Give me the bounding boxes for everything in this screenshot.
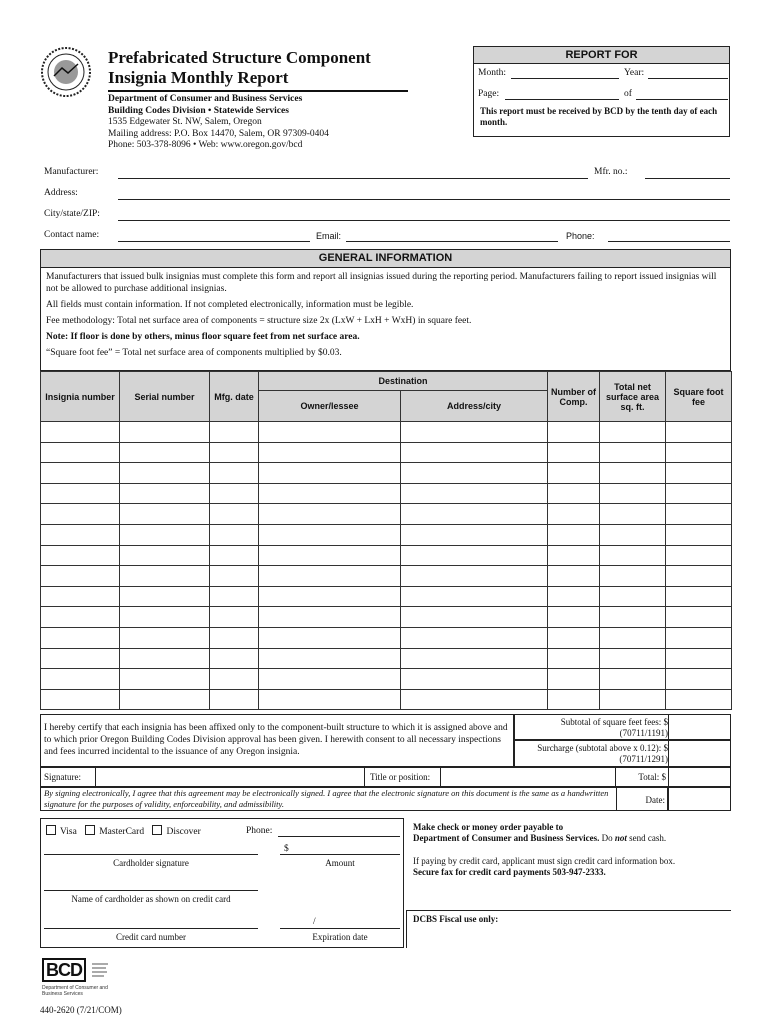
check-not: not bbox=[614, 833, 627, 843]
table-cell[interactable] bbox=[401, 545, 548, 566]
table-cell[interactable] bbox=[120, 607, 210, 628]
general-info-p1: Manufacturers that issued bulk insignias must complete this form and report all insignias issued during the reporting period. Manufacturers failing to report issued insignias will not be allowed to purchase additional insignias. bbox=[46, 272, 717, 294]
signature-label: Signature: bbox=[44, 772, 81, 782]
phone-label: Phone: bbox=[566, 231, 595, 241]
surcharge-label: Surcharge (subtotal above x 0.12): $ bbox=[537, 743, 668, 753]
table-cell[interactable] bbox=[600, 422, 666, 443]
table-cell[interactable] bbox=[41, 566, 120, 587]
table-cell[interactable] bbox=[41, 669, 120, 690]
table-cell[interactable] bbox=[548, 463, 600, 484]
bcd-logo-subtext: Department of Consumer and Business Services bbox=[42, 985, 108, 997]
table-row bbox=[41, 545, 732, 566]
table-cell[interactable] bbox=[600, 483, 666, 504]
of-field[interactable] bbox=[636, 99, 728, 100]
bcd-logo bbox=[40, 958, 120, 1000]
table-cell[interactable] bbox=[401, 504, 548, 525]
address-label: Address: bbox=[44, 188, 78, 198]
title-position-field[interactable] bbox=[440, 767, 616, 787]
table-cell[interactable] bbox=[259, 442, 401, 463]
payment-phone-field[interactable] bbox=[278, 836, 400, 837]
table-cell[interactable] bbox=[41, 524, 120, 545]
table-cell[interactable] bbox=[259, 422, 401, 443]
table-cell[interactable] bbox=[600, 669, 666, 690]
table-cell[interactable] bbox=[600, 463, 666, 484]
city-field[interactable] bbox=[118, 220, 730, 221]
subtotal-field[interactable] bbox=[668, 714, 731, 740]
table-cell[interactable] bbox=[41, 627, 120, 648]
table-row bbox=[41, 504, 732, 525]
table-cell[interactable] bbox=[600, 627, 666, 648]
table-cell[interactable] bbox=[600, 566, 666, 587]
date-field[interactable] bbox=[668, 787, 731, 811]
mfr-no-label: Mfr. no.: bbox=[594, 167, 628, 177]
table-cell[interactable] bbox=[600, 586, 666, 607]
table-cell[interactable] bbox=[259, 586, 401, 607]
table-cell[interactable] bbox=[401, 607, 548, 628]
date-label: Date: bbox=[645, 795, 665, 805]
table-cell[interactable] bbox=[548, 669, 600, 690]
table-row bbox=[41, 607, 732, 628]
table-cell[interactable] bbox=[401, 422, 548, 443]
table-row bbox=[41, 627, 732, 648]
city-label: City/state/ZIP: bbox=[44, 209, 100, 219]
table-cell[interactable] bbox=[210, 607, 259, 628]
table-cell[interactable] bbox=[41, 442, 120, 463]
card-type-options bbox=[46, 825, 201, 837]
surcharge-field[interactable] bbox=[668, 740, 731, 767]
expiration-slash: / bbox=[313, 917, 316, 927]
table-cell[interactable] bbox=[666, 627, 732, 648]
check-do: Do bbox=[601, 833, 613, 843]
table-cell[interactable] bbox=[210, 463, 259, 484]
insignia-table bbox=[40, 371, 732, 710]
month-label: Month: bbox=[478, 68, 506, 78]
table-cell[interactable] bbox=[401, 648, 548, 669]
cardholder-signature-label: Cardholder signature bbox=[113, 858, 189, 868]
table-cell[interactable] bbox=[600, 504, 666, 525]
month-field[interactable] bbox=[511, 78, 619, 79]
visa-checkbox[interactable] bbox=[46, 825, 56, 835]
visa-option[interactable] bbox=[46, 827, 77, 837]
header-owner-lessee: Owner/lessee bbox=[259, 391, 401, 422]
discover-checkbox[interactable] bbox=[152, 825, 162, 835]
visa-label: Visa bbox=[60, 827, 77, 837]
agency-address bbox=[108, 94, 408, 152]
manufacturer-label: Manufacturer: bbox=[44, 167, 99, 177]
table-row bbox=[41, 669, 732, 690]
table-cell[interactable] bbox=[666, 545, 732, 566]
table-row bbox=[41, 463, 732, 484]
surcharge-code: (70711/1291) bbox=[619, 754, 668, 764]
agency-mailing: Mailing address: P.O. Box 14470, Salem, OR 97309-0404 bbox=[108, 128, 329, 139]
card-number-label: Credit card number bbox=[116, 932, 186, 942]
signature-field[interactable] bbox=[95, 767, 365, 787]
of-label: of bbox=[624, 89, 632, 99]
contact-name-field[interactable] bbox=[118, 241, 310, 242]
table-cell[interactable] bbox=[548, 483, 600, 504]
table-cell[interactable] bbox=[600, 607, 666, 628]
header-serial-number: Serial number bbox=[120, 372, 210, 422]
table-cell[interactable] bbox=[259, 566, 401, 587]
cc-line1: If paying by credit card, applicant must sign credit card information box. bbox=[413, 856, 676, 866]
table-cell[interactable] bbox=[548, 586, 600, 607]
table-cell[interactable] bbox=[259, 524, 401, 545]
table-row bbox=[41, 648, 732, 669]
table-cell[interactable] bbox=[666, 483, 732, 504]
header-square-foot-fee: Square foot fee bbox=[666, 372, 732, 422]
table-cell[interactable] bbox=[259, 607, 401, 628]
table-cell[interactable] bbox=[666, 442, 732, 463]
report-deadline-note: This report must be received by BCD by the tenth day of each month. bbox=[480, 106, 718, 127]
table-cell[interactable] bbox=[120, 545, 210, 566]
certification-text: I hereby certify that each insignia has been affixed only to the component-built structure to which it is assigned above and to which prior Oregon Building Codes Division approval has been given. I herewith consent to all necessary inspections and fees incurred incidental to the issuance of any Oregon insignia. bbox=[44, 723, 508, 757]
header-total-net-surface: Total net surface area sq. ft. bbox=[600, 372, 666, 422]
table-cell[interactable] bbox=[41, 483, 120, 504]
title-underline bbox=[108, 90, 408, 92]
page-label: Page: bbox=[478, 89, 500, 99]
general-info-body bbox=[41, 268, 730, 359]
email-label: Email: bbox=[316, 231, 342, 241]
oregon-seal-icon bbox=[40, 46, 92, 98]
table-cell[interactable] bbox=[120, 524, 210, 545]
table-row bbox=[41, 524, 732, 545]
table-cell[interactable] bbox=[600, 524, 666, 545]
agency-dept: Department of Consumer and Business Services bbox=[108, 94, 303, 104]
payment-phone-label: Phone: bbox=[246, 826, 273, 836]
table-cell[interactable] bbox=[259, 648, 401, 669]
table-cell[interactable] bbox=[210, 442, 259, 463]
general-info-box bbox=[40, 249, 731, 371]
discover-label: Discover bbox=[166, 827, 201, 837]
contact-name-label: Contact name: bbox=[44, 230, 100, 240]
check-line1: Make check or money order payable to bbox=[413, 822, 564, 832]
bcd-logo-mark-icon bbox=[90, 960, 110, 980]
check-payee: Department of Consumer and Business Services. bbox=[413, 833, 600, 843]
table-cell[interactable] bbox=[41, 463, 120, 484]
table-cell[interactable] bbox=[600, 689, 666, 710]
general-info-p3: Fee methodology: Total net surface area of components = structure size 2x (LxW + LxH + WxH) in square feet. bbox=[46, 316, 472, 326]
discover-option[interactable] bbox=[152, 827, 200, 837]
table-cell[interactable] bbox=[120, 669, 210, 690]
header-number-of-comp: Number of Comp. bbox=[548, 372, 600, 422]
table-cell[interactable] bbox=[666, 504, 732, 525]
table-cell[interactable] bbox=[666, 463, 732, 484]
table-cell[interactable] bbox=[120, 566, 210, 587]
table-cell[interactable] bbox=[401, 669, 548, 690]
table-cell[interactable] bbox=[210, 524, 259, 545]
dollar-sign: $ bbox=[284, 844, 289, 854]
table-cell[interactable] bbox=[666, 607, 732, 628]
cardholder-name-field[interactable] bbox=[44, 890, 258, 891]
table-cell[interactable] bbox=[120, 463, 210, 484]
year-field[interactable] bbox=[648, 78, 728, 79]
table-cell[interactable] bbox=[259, 463, 401, 484]
form-title-line1: Prefabricated Structure Component bbox=[108, 48, 371, 67]
mastercard-option[interactable] bbox=[85, 827, 144, 837]
check-send-cash: send cash. bbox=[629, 833, 667, 843]
table-cell[interactable] bbox=[210, 586, 259, 607]
table-cell[interactable] bbox=[210, 483, 259, 504]
table-cell[interactable] bbox=[600, 545, 666, 566]
table-cell[interactable] bbox=[600, 442, 666, 463]
agency-phone-web: Phone: 503-378-8096 • Web: www.oregon.gov/bcd bbox=[108, 140, 303, 150]
table-cell[interactable] bbox=[259, 669, 401, 690]
header-mfg-date: Mfg. date bbox=[210, 372, 259, 422]
table-cell[interactable] bbox=[41, 545, 120, 566]
table-cell[interactable] bbox=[401, 442, 548, 463]
table-cell[interactable] bbox=[548, 545, 600, 566]
check-instructions bbox=[413, 822, 731, 844]
table-cell[interactable] bbox=[259, 689, 401, 710]
table-cell[interactable] bbox=[259, 627, 401, 648]
check-line2 bbox=[413, 833, 731, 844]
table-cell[interactable] bbox=[210, 627, 259, 648]
table-cell[interactable] bbox=[120, 504, 210, 525]
mastercard-label: MasterCard bbox=[99, 827, 145, 837]
table-cell[interactable] bbox=[401, 483, 548, 504]
table-cell[interactable] bbox=[666, 689, 732, 710]
table-cell[interactable] bbox=[401, 586, 548, 607]
table-cell[interactable] bbox=[666, 422, 732, 443]
form-number: 440-2620 (7/21/COM) bbox=[40, 1005, 122, 1015]
table-cell[interactable] bbox=[120, 648, 210, 669]
form-title bbox=[108, 48, 418, 88]
amount-field[interactable] bbox=[280, 854, 400, 855]
table-cell[interactable] bbox=[210, 689, 259, 710]
table-cell[interactable] bbox=[548, 504, 600, 525]
form-title-line2: Insignia Monthly Report bbox=[108, 68, 289, 87]
year-label: Year: bbox=[624, 68, 645, 78]
table-cell[interactable] bbox=[548, 627, 600, 648]
agency-division: Building Codes Division • Statewide Services bbox=[108, 105, 289, 116]
table-cell[interactable] bbox=[210, 504, 259, 525]
table-cell[interactable] bbox=[210, 566, 259, 587]
table-cell[interactable] bbox=[548, 689, 600, 710]
table-cell[interactable] bbox=[120, 442, 210, 463]
card-number-field[interactable] bbox=[44, 928, 258, 929]
page-field[interactable] bbox=[505, 99, 619, 100]
general-info-note: Note: If floor is done by others, minus floor square feet from net surface area. bbox=[46, 332, 360, 342]
general-info-p2: All fields must contain information. If not completed electronically, information must be legible. bbox=[46, 300, 414, 310]
table-cell[interactable] bbox=[548, 566, 600, 587]
cardholder-signature-field[interactable] bbox=[44, 854, 258, 855]
header-insignia-number: Insignia number bbox=[41, 372, 120, 422]
table-cell[interactable] bbox=[666, 586, 732, 607]
total-field[interactable] bbox=[668, 767, 731, 787]
table-cell[interactable] bbox=[401, 689, 548, 710]
cc-line2: Secure fax for credit card payments 503-947-2333. bbox=[413, 867, 606, 877]
table-cell[interactable] bbox=[666, 524, 732, 545]
table-cell[interactable] bbox=[401, 463, 548, 484]
subtotal-label: Subtotal of square feet fees: $ bbox=[560, 717, 668, 727]
table-cell[interactable] bbox=[666, 648, 732, 669]
table-cell[interactable] bbox=[600, 648, 666, 669]
general-info-p5: “Square foot fee” = Total net surface area of components multiplied by $0.03. bbox=[46, 348, 342, 358]
insignia-table-body bbox=[41, 422, 732, 710]
amount-label: Amount bbox=[325, 858, 355, 868]
mastercard-checkbox[interactable] bbox=[85, 825, 95, 835]
esign-statement: By signing electronically, I agree that this agreement may be electronically signed. I agree that the electronic signature on this document is the same as a handwritten signature for the purposes of validity, enforceability, and admissibility. bbox=[44, 788, 609, 809]
general-info-title: GENERAL INFORMATION bbox=[41, 250, 730, 268]
table-cell[interactable] bbox=[120, 422, 210, 443]
table-cell[interactable] bbox=[120, 586, 210, 607]
address-field[interactable] bbox=[118, 199, 730, 200]
table-cell[interactable] bbox=[120, 627, 210, 648]
table-cell[interactable] bbox=[41, 607, 120, 628]
table-cell[interactable] bbox=[548, 607, 600, 628]
table-cell[interactable] bbox=[41, 689, 120, 710]
table-cell[interactable] bbox=[41, 648, 120, 669]
table-cell[interactable] bbox=[548, 524, 600, 545]
header-destination: Destination bbox=[259, 372, 548, 391]
table-row bbox=[41, 566, 732, 587]
table-cell[interactable] bbox=[120, 483, 210, 504]
manufacturer-field[interactable] bbox=[118, 178, 588, 179]
subtotal-code: (70711/1191) bbox=[619, 728, 668, 738]
table-row bbox=[41, 483, 732, 504]
table-row bbox=[41, 586, 732, 607]
total-label: Total: $ bbox=[638, 772, 666, 782]
table-cell[interactable] bbox=[259, 545, 401, 566]
credit-card-instructions bbox=[413, 856, 731, 878]
table-cell[interactable] bbox=[210, 669, 259, 690]
table-cell[interactable] bbox=[41, 586, 120, 607]
title-position-label: Title or position: bbox=[370, 772, 431, 782]
table-cell[interactable] bbox=[666, 566, 732, 587]
table-row bbox=[41, 442, 732, 463]
mfr-no-field[interactable] bbox=[645, 178, 730, 179]
table-cell[interactable] bbox=[120, 689, 210, 710]
table-row bbox=[41, 422, 732, 443]
table-cell[interactable] bbox=[259, 504, 401, 525]
header-address-city: Address/city bbox=[401, 391, 548, 422]
table-cell[interactable] bbox=[259, 483, 401, 504]
fiscal-use-label: DCBS Fiscal use only: bbox=[413, 914, 499, 924]
bcd-logo-text: BCD bbox=[42, 958, 86, 982]
table-row bbox=[41, 689, 732, 710]
expiration-date-field[interactable] bbox=[280, 928, 400, 929]
table-cell[interactable] bbox=[210, 545, 259, 566]
table-cell[interactable] bbox=[210, 422, 259, 443]
cardholder-name-label: Name of cardholder as shown on credit card bbox=[71, 894, 231, 904]
table-cell[interactable] bbox=[401, 627, 548, 648]
expiration-date-label: Expiration date bbox=[312, 932, 368, 942]
table-cell[interactable] bbox=[548, 648, 600, 669]
table-cell[interactable] bbox=[41, 504, 120, 525]
table-cell[interactable] bbox=[41, 422, 120, 443]
agency-street: 1535 Edgewater St. NW, Salem, Oregon bbox=[108, 117, 262, 127]
table-cell[interactable] bbox=[401, 566, 548, 587]
table-cell[interactable] bbox=[210, 648, 259, 669]
email-field[interactable] bbox=[346, 241, 558, 242]
report-for-title: REPORT FOR bbox=[474, 47, 729, 64]
table-cell[interactable] bbox=[401, 524, 548, 545]
phone-field[interactable] bbox=[608, 241, 730, 242]
table-cell[interactable] bbox=[548, 442, 600, 463]
table-cell[interactable] bbox=[666, 669, 732, 690]
table-cell[interactable] bbox=[548, 422, 600, 443]
